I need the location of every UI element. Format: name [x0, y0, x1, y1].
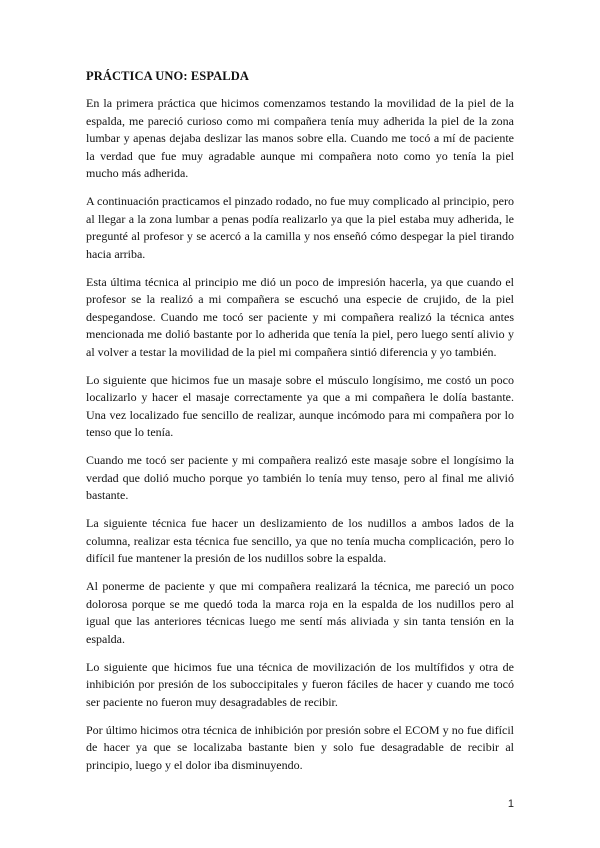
paragraph-7: Al ponerme de paciente y que mi compañera realizará la técnica, me pareció un poco dolorosa porque se me quedó toda la marca roja en la espalda de los nudillos pero al igual que las anteriores técnicas luego me sentí más aliviada y sin tanta tensión en la espalda.	[86, 579, 514, 646]
paragraph-4: Lo siguiente que hicimos fue un masaje sobre el músculo longísimo, me costó un poco localizarlo y hacer el masaje correctamente ya que a mi compañera le dolía bastante. Una vez localizado fue sencillo de realizar, aunque incómodo para mi compañera por lo tenso que lo tenía.	[86, 372, 514, 439]
paragraph-3: Esta última técnica al principio me dió un poco de impresión hacerla, ya que cuando el profesor se la realizó a mi compañera se escuchó una especie de crujido, de la piel despegandose. Cuando me tocó ser paciente y mi compañera realizó la técnica antes mencionada me dolió bastante por lo adherida que tenía la piel, pero luego sentí alivio y al volver a testar la movilidad de la piel mi compañera sintió diferencia y yo también.	[86, 274, 514, 359]
page-number: 1	[507, 798, 514, 810]
paragraph-6: La siguiente técnica fue hacer un deslizamiento de los nudillos a ambos lados de la columna, realizar esta técnica fue sencillo, ya que no tenía mucha complicación, pero lo difícil fue mantener la presión de los nudillos sobre la espalda.	[86, 516, 514, 565]
paragraph-2: A continuación practicamos el pinzado rodado, no fue muy complicado al principio, pero al llegar a la zona lumbar a penas podía realizarlo ya que la piel estaba muy adherida, le pregunté al profesor y se acercó a la camilla y nos enseñó cómo despegar la piel tirando hacia arriba.	[86, 194, 514, 261]
document-title: PRÁCTICA UNO: ESPALDA	[86, 69, 249, 83]
document-page	[86, 68, 514, 785]
paragraph-1: En la primera práctica que hicimos comenzamos testando la movilidad de la piel de la espalda, me pareció curioso como mi compañera tenía muy adherida la piel de la zona lumbar y apenas dejaba deslizar las manos sobre ella. Cuando me tocó a mí de paciente la verdad que fue muy agradable aunque mi compañera noto como yo tenía la piel mucho más adherida.	[86, 96, 514, 180]
paragraph-5: Cuando me tocó ser paciente y mi compañera realizó este masaje sobre el longísimo la verdad que dolió mucho porque yo también lo tenía muy tenso, pero al final me alivió bastante.	[86, 453, 514, 502]
paragraph-9: Por último hicimos otra técnica de inhibición por presión sobre el ECOM y no fue difícil de hacer ya que se localizaba bastante bien y solo fue desagradable de recibir al principio, luego y el dolor iba disminuyendo.	[86, 722, 514, 772]
paragraph-8: Lo siguiente que hicimos fue una técnica de movilización de los multífidos y otra de inhibición por presión de los suboccipitales y fueron fáciles de hacer y cuando me tocó ser paciente no fueron muy desagradables de recibir.	[86, 659, 514, 709]
